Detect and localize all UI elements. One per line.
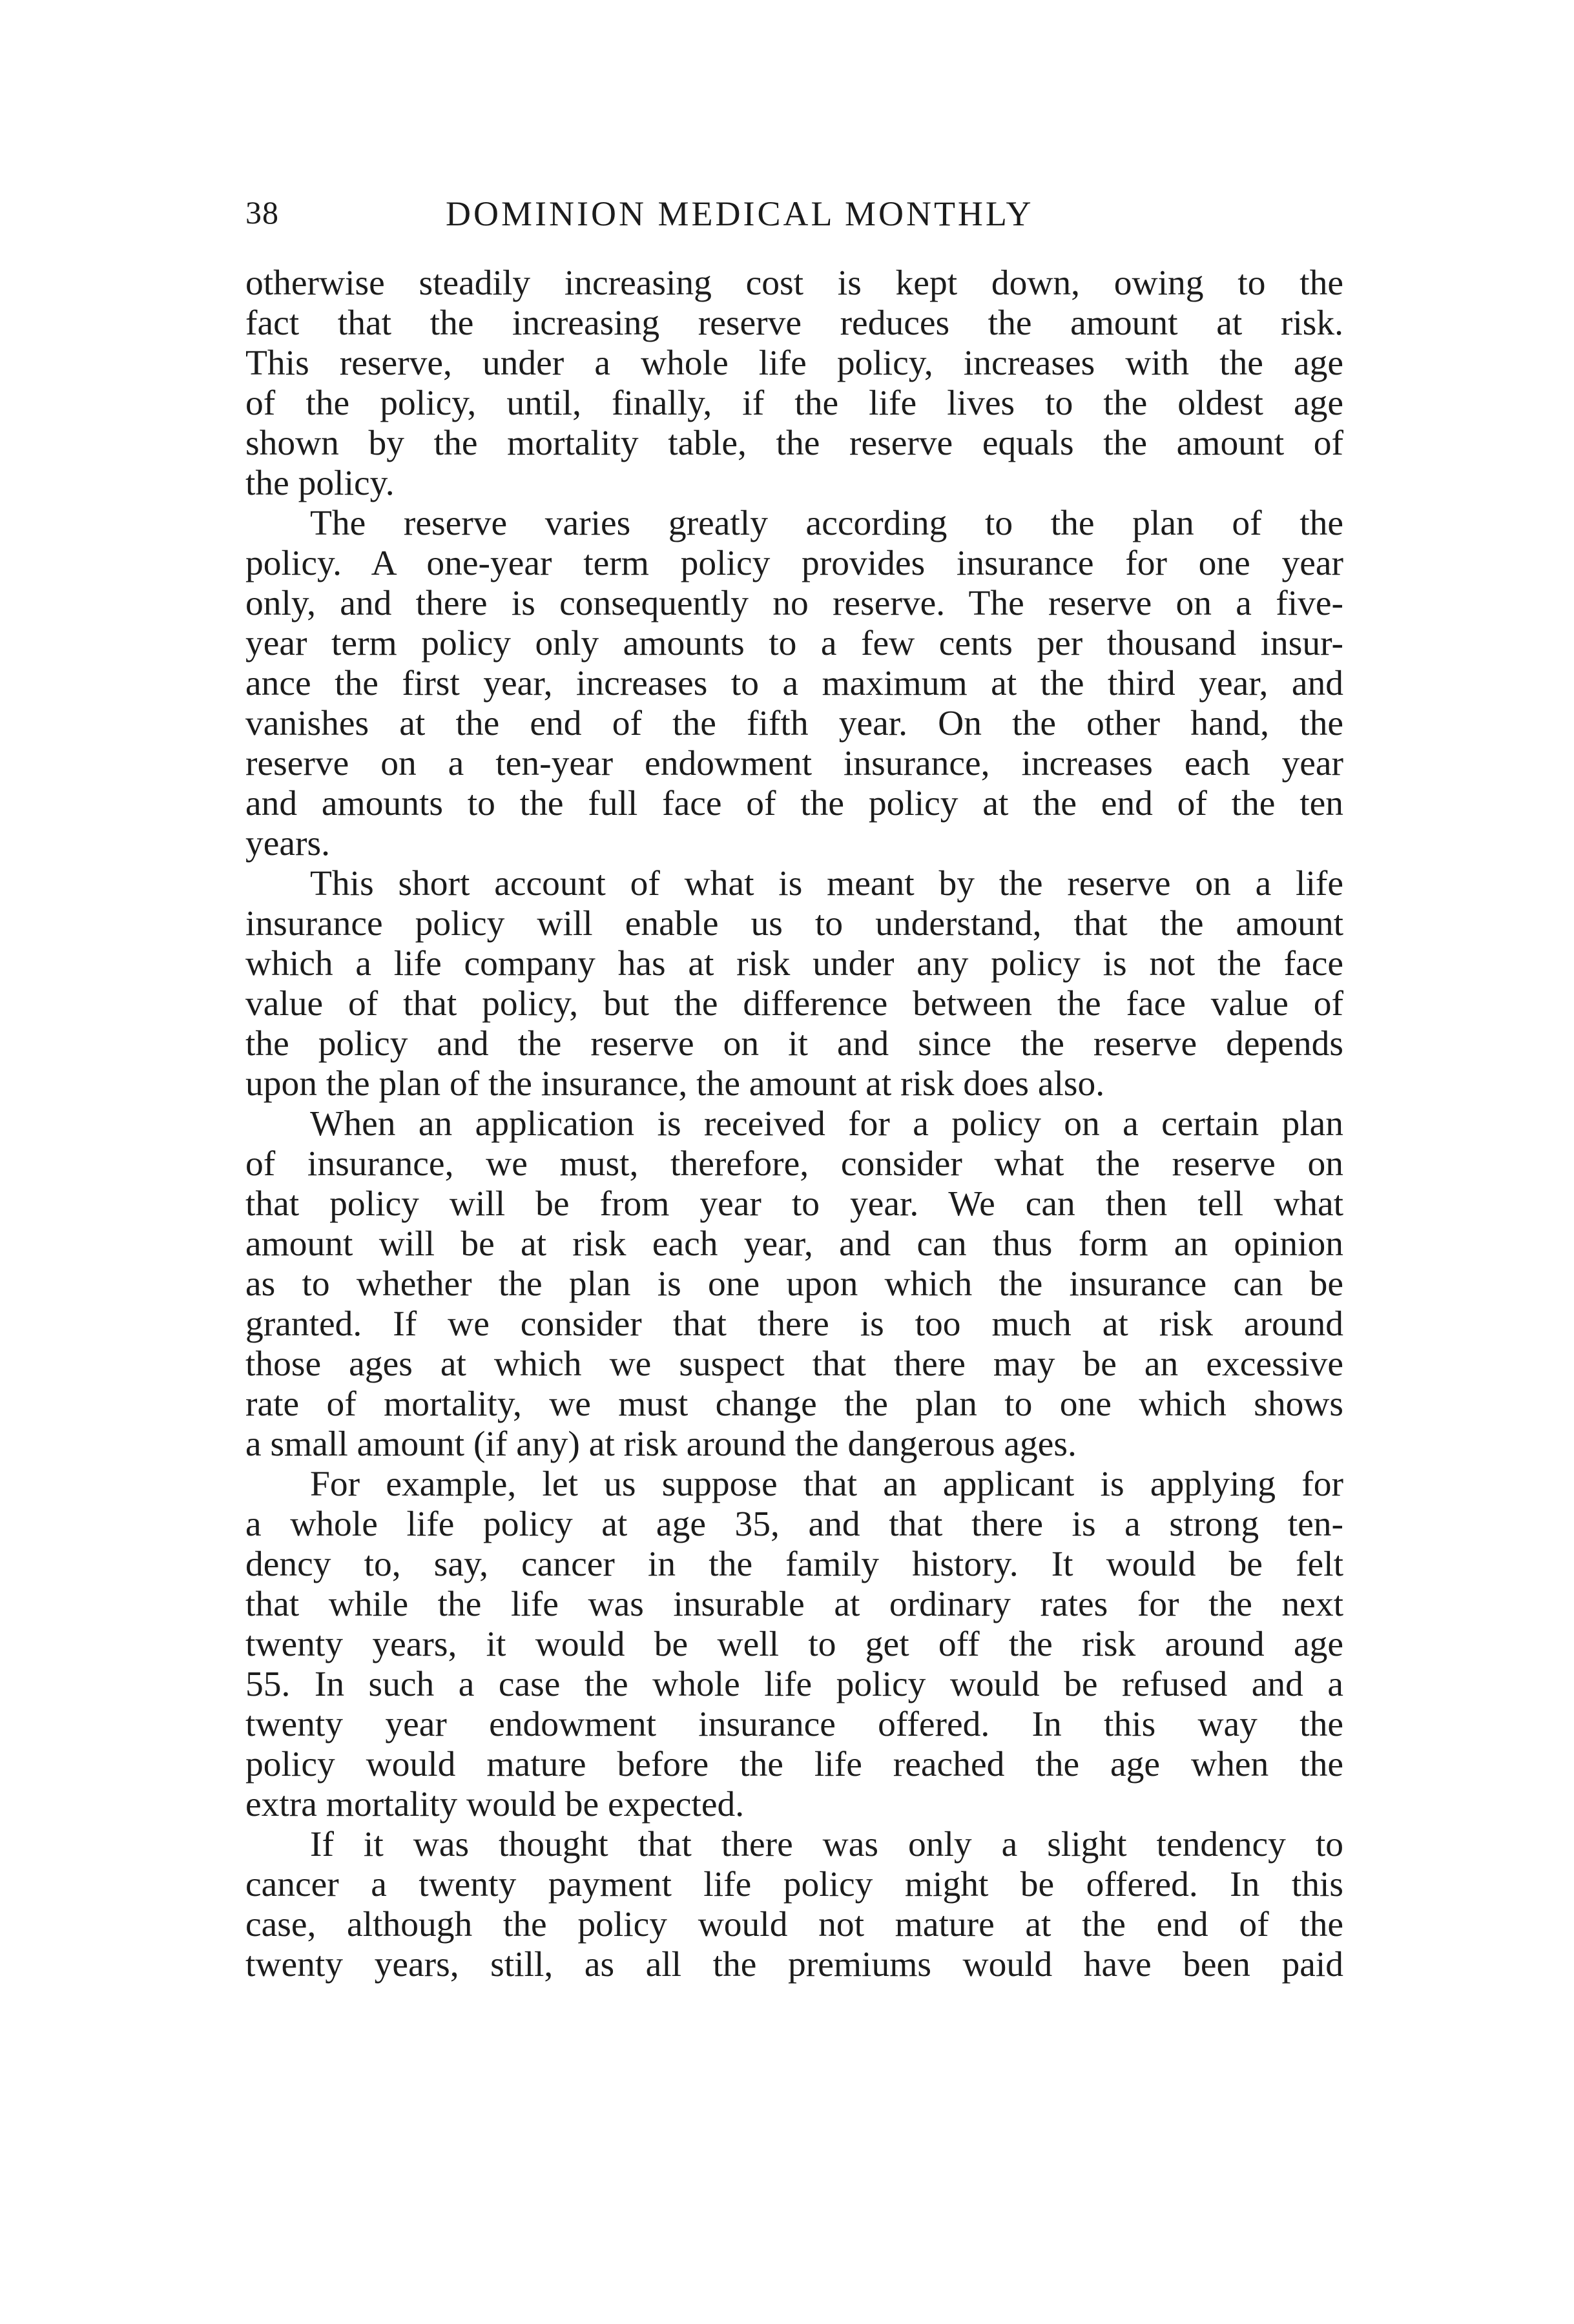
text-line: twenty year endowment insurance offered. In this way the bbox=[245, 1705, 1343, 1744]
text-line: that while the life was insurable at ordinary rates for the next bbox=[245, 1585, 1343, 1624]
text-line: which a life company has at risk under any policy is not the face bbox=[245, 944, 1343, 983]
text-line: year term policy only amounts to a few cents per thousand insur- bbox=[245, 624, 1343, 663]
text-line: insurance policy will enable us to understand, that the amount bbox=[245, 904, 1343, 943]
text-line: When an application is received for a policy on a certain plan bbox=[310, 1104, 1343, 1144]
text-line: extra mortality would be expected. bbox=[245, 1785, 745, 1824]
text-line: If it was thought that there was only a slight tendency to bbox=[310, 1825, 1343, 1864]
text-line: of the policy, until, finally, if the life lives to the oldest age bbox=[245, 384, 1343, 423]
text-line: dency to, say, cancer in the family history. It would be felt bbox=[245, 1545, 1343, 1584]
paragraph bbox=[245, 1465, 1343, 1825]
text-line: value of that policy, but the difference between the face value of bbox=[245, 984, 1343, 1023]
page-number: 38 bbox=[245, 194, 279, 231]
paragraph bbox=[245, 1104, 1343, 1465]
text-line: as to whether the plan is one upon which the insurance can be bbox=[245, 1264, 1343, 1304]
text-line: otherwise steadily increasing cost is kept down, owing to the bbox=[245, 263, 1343, 303]
text-line: the policy and the reserve on it and since the reserve depends bbox=[245, 1024, 1343, 1064]
article-body bbox=[245, 263, 1343, 1985]
text-line: reserve on a ten-year endowment insurance, increases each year bbox=[245, 744, 1343, 783]
text-line: only, and there is consequently no reserve. The reserve on a five- bbox=[245, 584, 1343, 623]
text-line: This reserve, under a whole life policy, increases with the age bbox=[245, 344, 1343, 383]
page-header bbox=[245, 194, 1356, 245]
running-title: DOMINION MEDICAL MONTHLY bbox=[446, 194, 1034, 233]
text-line: The reserve varies greatly according to the plan of the bbox=[310, 504, 1343, 543]
text-line: This short account of what is meant by the reserve on a life bbox=[310, 864, 1343, 903]
text-line: ance the first year, increases to a maximum at the third year, and bbox=[245, 664, 1343, 703]
text-line: those ages at which we suspect that there may be an excessive bbox=[245, 1344, 1343, 1384]
text-line: fact that the increasing reserve reduces the amount at risk. bbox=[245, 303, 1343, 343]
text-line: shown by the mortality table, the reserve equals the amount of bbox=[245, 424, 1343, 463]
text-line: policy. A one-year term policy provides insurance for one year bbox=[245, 544, 1343, 583]
text-line: granted. If we consider that there is too much at risk around bbox=[245, 1304, 1343, 1344]
paragraph bbox=[245, 1825, 1343, 1985]
paragraph bbox=[245, 504, 1343, 864]
text-line: policy would mature before the life reached the age when the bbox=[245, 1745, 1343, 1784]
text-line: case, although the policy would not mature at the end of the bbox=[245, 1905, 1343, 1944]
text-line: of insurance, we must, therefore, consider what the reserve on bbox=[245, 1144, 1343, 1184]
text-line: a small amount (if any) at risk around the dangerous ages. bbox=[245, 1424, 1077, 1464]
text-line: a whole life policy at age 35, and that there is a strong ten- bbox=[245, 1505, 1343, 1544]
text-line: twenty years, it would be well to get off the risk around age bbox=[245, 1625, 1343, 1664]
text-line: years. bbox=[245, 824, 330, 863]
text-line: upon the plan of the insurance, the amount at risk does also. bbox=[245, 1064, 1105, 1104]
paragraph bbox=[245, 263, 1343, 504]
text-line: vanishes at the end of the fifth year. On the other hand, the bbox=[245, 704, 1343, 743]
paragraph bbox=[245, 864, 1343, 1104]
text-line: the policy. bbox=[245, 464, 395, 503]
text-line: cancer a twenty payment life policy might be offered. In this bbox=[245, 1865, 1343, 1904]
text-line: rate of mortality, we must change the plan to one which shows bbox=[245, 1384, 1343, 1424]
text-line: amount will be at risk each year, and can thus form an opinion bbox=[245, 1224, 1343, 1264]
text-line: For example, let us suppose that an applicant is applying for bbox=[310, 1465, 1343, 1504]
text-line: twenty years, still, as all the premiums would have been paid bbox=[245, 1945, 1343, 1984]
text-line: 55. In such a case the whole life policy would be refused and a bbox=[245, 1665, 1343, 1704]
text-line: that policy will be from year to year. We can then tell what bbox=[245, 1184, 1343, 1224]
text-line: and amounts to the full face of the policy at the end of the ten bbox=[245, 784, 1343, 823]
